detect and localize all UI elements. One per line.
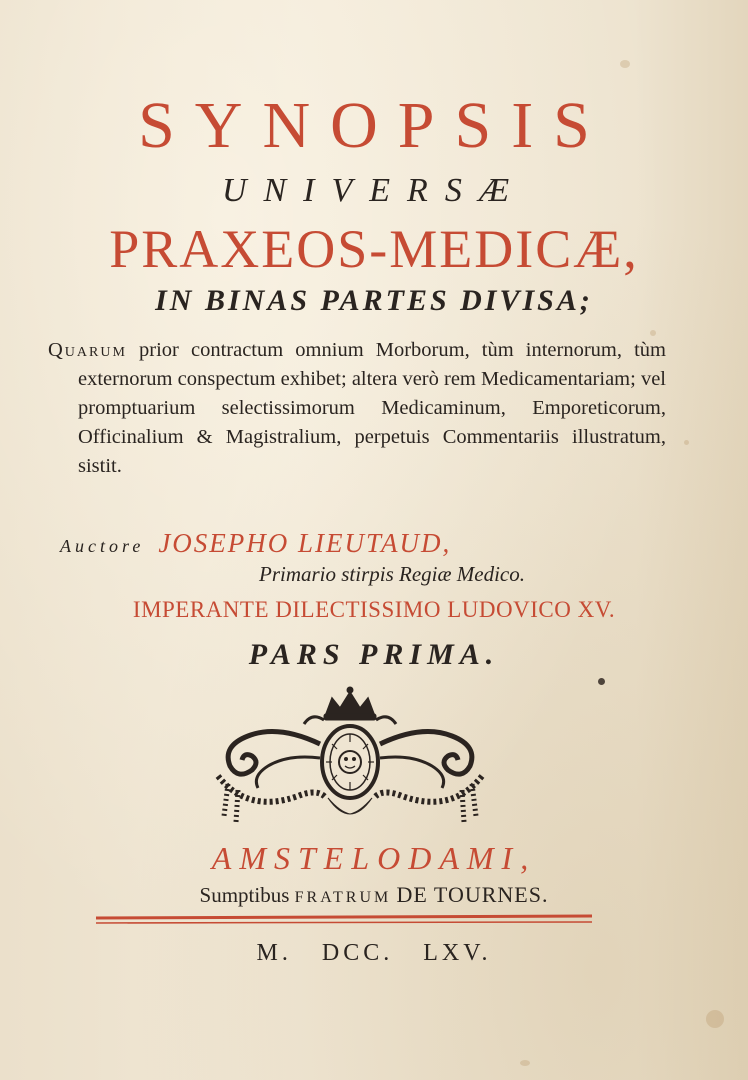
double-rule-divider [94,914,594,926]
date-dcc: DCC. [321,940,394,966]
description-text: prior contractum omnium Morborum, tùm internorum, tùm externorum conspectum exhibet; altera verò rem Medicamentariam; vel promptuarium selectissimorum Medicaminum, Emporeticorum, Officinalium & Magistralium, perpetuis Commentariis illustratum, sistit. [78,339,667,477]
crowned-cartouche-ornament-icon [208,684,492,832]
title-in-binas-partes: IN BINAS PARTES DIVISA; [155,284,593,317]
imprint-sumptibus: Sumptibus [199,883,290,907]
dedication-line: IMPERANTE DILECTISSIMO LUDOVICO XV. [132,597,616,622]
title-universae: UNIVERSÆ [221,172,527,209]
description-paragraph [48,336,666,481]
author-label: Auctore [60,536,145,556]
title-praxeos-medicae: PRAXEOS-MEDICÆ, [109,219,639,279]
imprint-fratrum: FRATRUM [294,889,392,906]
imprint-publisher: DE TOURNES. [396,882,549,907]
part-label: PARS PRIMA. [248,638,500,671]
imprint-date [0,940,748,967]
ink-spot [598,678,605,685]
foxing-spot [706,1010,724,1028]
date-m: M. [256,940,292,966]
author-line [60,528,451,559]
description-lead-word: Quarum [48,339,127,361]
foxing-spot [620,60,630,68]
date-lxv: LXV. [423,940,492,966]
author-position: Primario stirpis Regiæ Medico. [259,562,525,586]
author-name: JOSEPHO LIEUTAUD, [158,528,452,558]
imprint-publisher-line [0,882,748,908]
foxing-spot [520,1060,530,1066]
foxing-spot [684,440,689,445]
title-synopsis: SYNOPSIS [138,89,610,162]
imprint-city: AMSTELODAMI, [211,840,537,876]
